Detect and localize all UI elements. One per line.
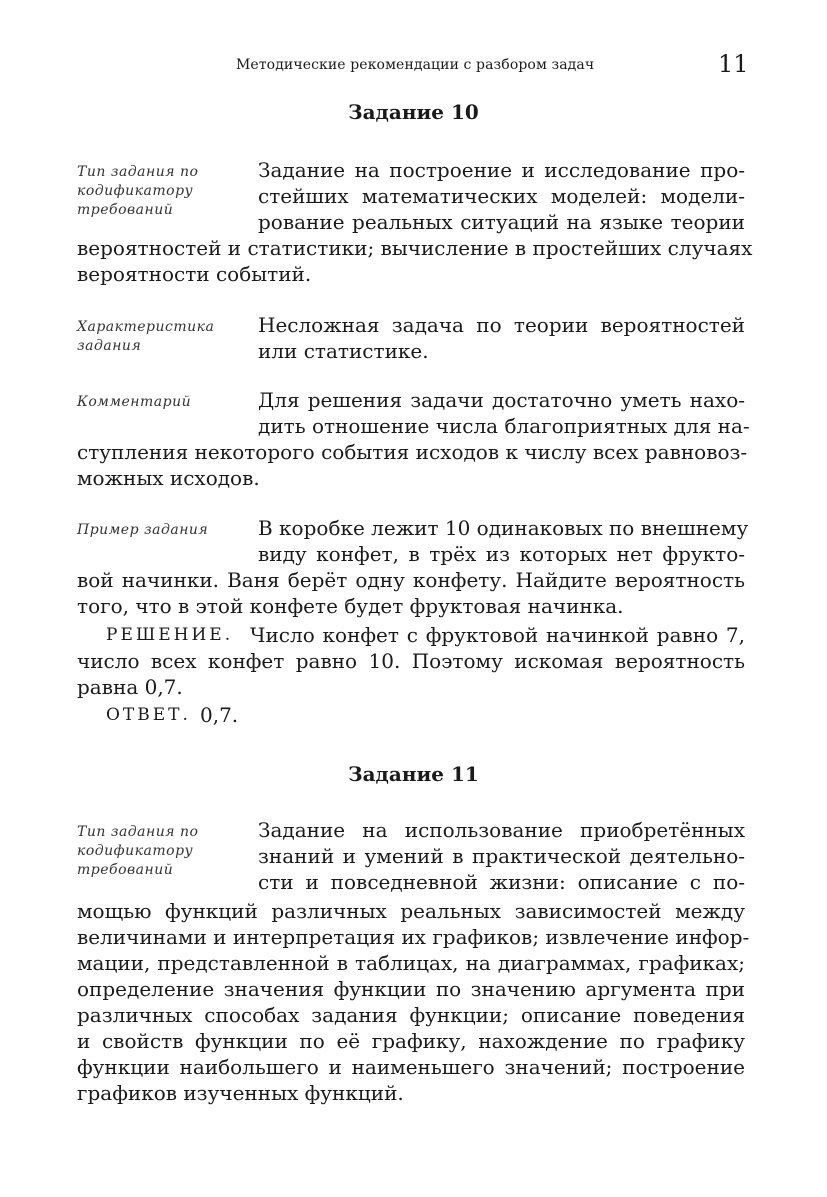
answer-label: ОТВЕТ. [106,705,191,725]
task-10-comment-label [77,393,191,412]
task-11-heading: Задание 11 [348,762,479,786]
task-10-example-line: В коробке лежит 10 одинаковых по внешнему [258,516,749,540]
label-line: Тип задания по [77,164,199,180]
task-10-type-line: рование реальных ситуаций на языке теории [258,210,745,234]
task-11-type-line: мации, представленной в таблицах, на диаграммах, графиках; [77,951,745,975]
answer-value: 0,7. [200,703,239,727]
label-line: Характеристика [77,319,215,335]
label-line: задания [77,338,142,354]
task-10-example-label [77,521,208,540]
task-10-comment-line: ступления некоторого события исходов к числу всех равновоз- [77,440,748,464]
task-10-type-line: Задание на построение и исследование про- [258,158,745,182]
task-11-type-line: функции наибольшего и наименьшего значений; построение [77,1055,745,1079]
task-10-characteristic-line: или статистике. [258,339,429,363]
task-11-type-line: графиков изученных функций. [77,1081,404,1105]
task-11-type-line: величинами и интерпретация их графиков; извлечение инфор- [77,925,750,949]
solution-line: равна 0,7. [77,675,183,699]
solution-line: число всех конфет равно 10. Поэтому искомая вероятность [77,649,745,673]
task-10-example-line: того, что в этой конфете будет фруктовая начинка. [77,594,624,618]
label-line: кодификатору [77,183,194,199]
label-line: требований [77,862,174,878]
label-line: Тип задания по [77,824,199,840]
label-line: Пример задания [77,522,209,538]
page-number: 11 [718,50,749,78]
task-11-type-line: различных способах задания функции; описание поведения [77,1003,745,1027]
task-10-type-line: вероятностей и статистики; вычисление в простейших случаях [77,236,753,260]
task-11-type-line: определение значения функции по значению аргумента при [77,977,745,1001]
task-10-type-label [77,163,198,220]
task-11-type-line: и свойств функции по её графику, нахождение по графику [77,1029,745,1053]
task-10-comment-line: Для решения задачи достаточно уметь нахо- [258,388,745,412]
task-11-type-line: Задание на использование приобретённых [258,818,745,842]
task-11-type-label [77,823,198,880]
task-10-characteristic-label [77,318,214,356]
task-11-type-line: мощью функций различных реальных зависимостей между [77,899,745,923]
label-line: Комментарий [77,394,192,410]
task-10-characteristic-line: Несложная задача по теории вероятностей [258,313,745,337]
task-10-example-line: виду конфет, в трёх из которых нет фрукто- [258,542,745,566]
solution-line: Число конфет с фруктовой начинкой равно 7, [250,623,745,647]
task-11-type-line: сти и повседневной жизни: описание с по- [258,870,745,894]
task-11-type-line: знаний и умений в практической деятельно- [258,844,745,868]
running-title: Методические рекомендации с разбором задач [236,57,595,73]
task-10-heading: Задание 10 [348,100,479,124]
task-10-example-line: вой начинки. Ваня берёт одну конфету. Найдите вероятность [77,568,745,592]
task-10-type-line: вероятности событий. [77,262,312,286]
task-10-comment-line: дить отношение числа благоприятных для на- [258,414,750,438]
label-line: кодификатору [77,843,194,859]
task-10-type-line: стейших математических моделей: модели- [258,184,745,208]
label-line: требований [77,202,174,218]
solution-label: РЕШЕНИЕ. [106,625,234,645]
task-10-comment-line: можных исходов. [77,466,260,490]
